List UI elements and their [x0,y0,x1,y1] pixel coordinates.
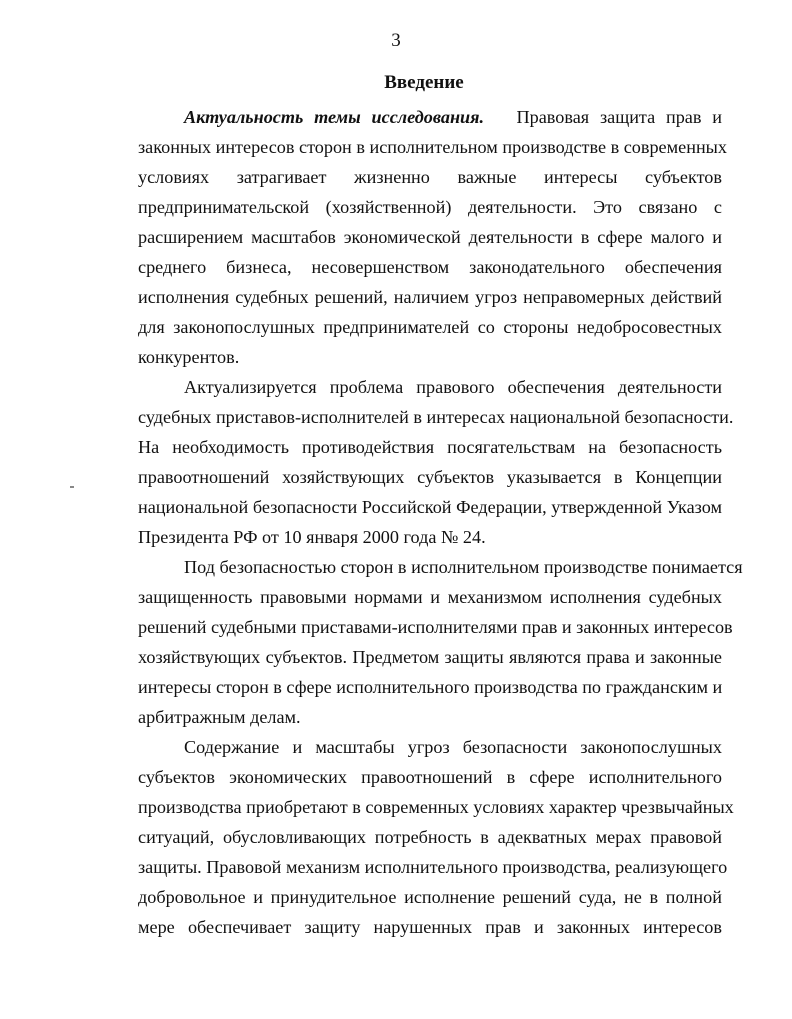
paragraph-1-line-7: исполнения судебных решений, наличием угроз неправомерных действий [138,287,722,307]
line-text: Правовая защита прав и [516,107,722,127]
paragraph-2-line-3: На необходимость противодействия посягательствам на безопасность [138,437,722,457]
paragraph-3-line-3: решений судебными приставами-исполнителями прав и законных интересов [138,617,733,637]
section-heading: Введение [384,72,464,93]
paragraph-2-line-6: Президента РФ от 10 января 2000 года № 24. [138,527,486,547]
paragraph-1-line-9: конкурентов. [138,347,240,367]
paragraph-1-line-5: расширением масштабов экономической деятельности в сфере малого и [138,227,722,247]
paragraph-4-line-6: добровольное и принудительное исполнение решений суда, не в полной [138,887,722,907]
paragraph-3-line-5: интересы сторон в сфере исполнительного производства по гражданским и [138,677,723,697]
scan-margin-mark [70,486,74,488]
paragraph-4-line-5: защиты. Правовой механизм исполнительного производства, реализующего [138,857,728,877]
paragraph-4-line-7: мере обеспечивает защиту нарушенных прав и законных интересов [138,917,722,937]
paragraph-4-line-4: ситуаций, обусловливающих потребность в адекватных мерах правовой [138,827,722,847]
paragraph-2-line-4: правоотношений хозяйствующих субъектов указывается в Концепции [138,467,722,487]
paragraph-3-line-4: хозяйствующих субъектов. Предметом защиты являются права и законные [138,647,722,667]
paragraph-1-line-6: среднего бизнеса, несовершенством законодательного обеспечения [138,257,722,277]
paragraph-1-line-1 [184,106,722,128]
page-number: 3 [391,30,401,51]
paragraph-4-line-1: Содержание и масштабы угроз безопасности законопослушных [184,737,722,757]
paragraph-3-line-1: Под безопасностью сторон в исполнительном производстве понимается [184,557,743,577]
paragraph-1-line-2: законных интересов сторон в исполнительном производстве в современных [138,137,727,157]
lead-bold-phrase: Актуальность темы исследования. [184,107,485,127]
paragraph-1-line-8: для законопослушных предпринимателей со стороны недобросовестных [138,317,722,337]
paragraph-2-line-5: национальной безопасности Российской Федерации, утвержденной Указом [138,497,722,517]
paragraph-3-line-2: защищенность правовыми нормами и механизмом исполнения судебных [138,587,722,607]
paragraph-4-line-3: производства приобретают в современных условиях характер чрезвычайных [138,797,734,817]
paragraph-2-line-1: Актуализируется проблема правового обеспечения деятельности [184,377,722,397]
paragraph-1-line-3: условиях затрагивает жизненно важные интересы субъектов [138,167,722,187]
paragraph-1-line-4: предпринимательской (хозяйственной) деятельности. Это связано с [138,197,722,217]
paragraph-4-line-2: субъектов экономических правоотношений в сфере исполнительного [138,767,722,787]
paragraph-2-line-2: судебных приставов-исполнителей в интересах национальной безопасности. [138,407,734,427]
paragraph-3-line-6: арбитражным делам. [138,707,301,727]
